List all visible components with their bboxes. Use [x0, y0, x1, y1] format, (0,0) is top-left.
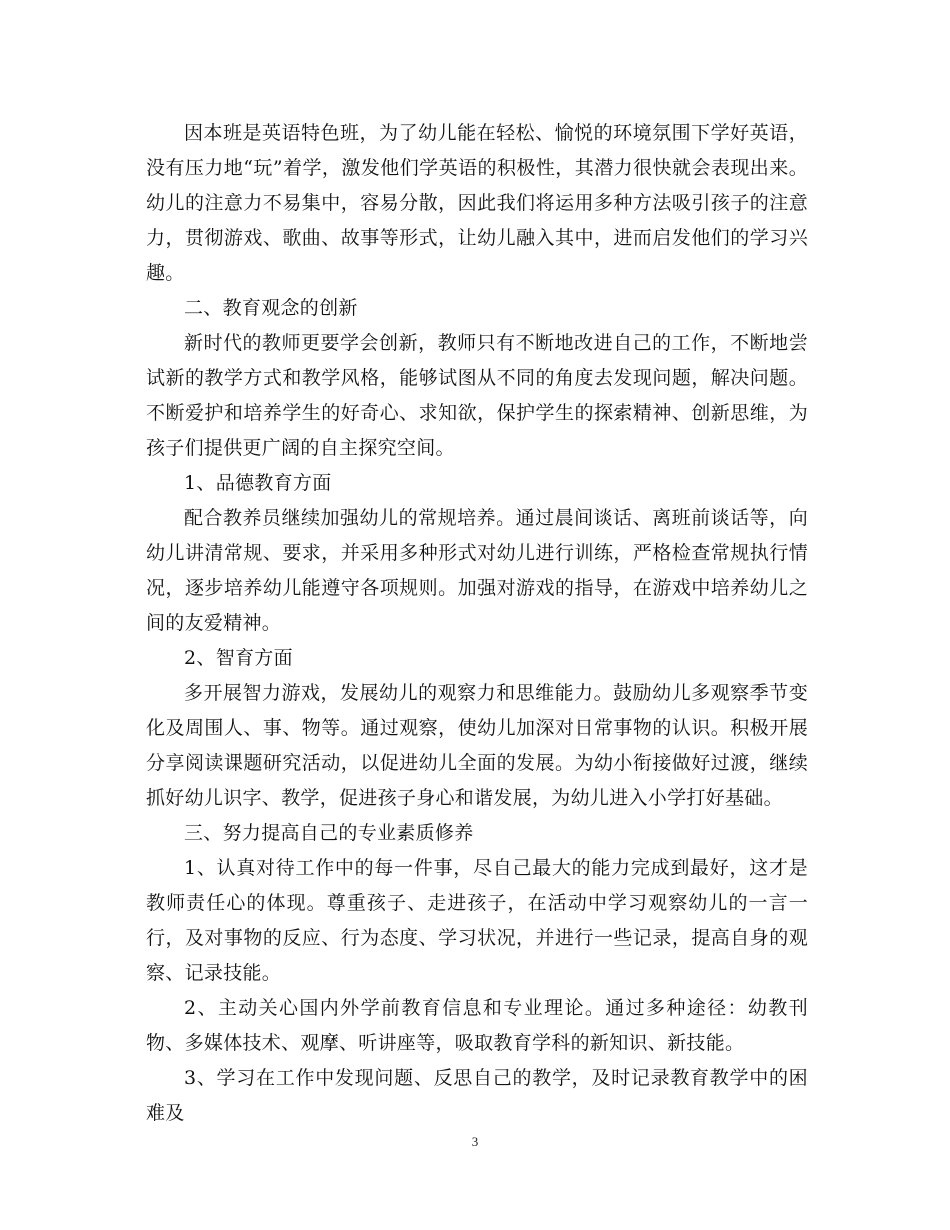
paragraph-moral-education: 配合教养员继续加强幼儿的常规培养。通过晨间谈话、离班前谈话等，向幼儿讲清常规、要求，并采用多种形式对幼儿进行训练，严格检查常规执行情况，逐步培养幼儿能遵守各项规则。加强对游戏的指导，在游戏中培养幼儿之间的友爱精神。	[146, 507, 808, 634]
document-body	[146, 116, 808, 1131]
paragraph-teacher-innovation: 新时代的教师更要学会创新，教师只有不断地改进自己的工作，不断地尝试新的教学方式和教学风格，能够试图从不同的角度去发现问题，解决问题。不断爱护和培养学生的好奇心、求知欲，保护学生的探索精神、创新思维，为孩子们提供更广阔的自主探究空间。	[146, 332, 808, 459]
paragraph-item-3: 3、学习在工作中发现问题、反思自己的教学，及时记录教育教学中的困难及	[146, 1067, 808, 1124]
page-number: 3	[471, 1134, 479, 1149]
paragraph-item-1: 1、认真对待工作中的每一件事，尽自己最大的能力完成到最好，这才是教师责任心的体现。尊重孩子、走进孩子，在活动中学习观察幼儿的一言一行，及对事物的反应、行为态度、学习状况，并进行一些记录，提高自身的观察、记录技能。	[146, 857, 808, 984]
paragraph-item-2: 2、主动关心国内外学前教育信息和专业理论。通过多种途径：幼教刊物、多媒体技术、观摩、听讲座等，吸取教育学科的新知识、新技能。	[146, 997, 808, 1054]
heading-intellectual-education: 2、智育方面	[184, 647, 293, 669]
paragraph-intellectual-education: 多开展智力游戏，发展幼儿的观察力和思维能力。鼓励幼儿多观察季节变化及周围人、事、物等。通过观察，使幼儿加深对日常事物的认识。积极开展分享阅读课题研究活动，以促进幼儿全面的发展。为幼小衔接做好过渡，继续抓好幼儿识字、教学，促进孩子身心和谐发展，为幼儿进入小学打好基础。	[146, 682, 808, 809]
heading-professional-quality: 三、努力提高自己的专业素质修养	[184, 822, 474, 844]
heading-education-concept-innovation: 二、教育观念的创新	[184, 297, 358, 319]
heading-moral-education: 1、品德教育方面	[184, 472, 332, 494]
paragraph-english-class: 因本班是英语特色班，为了幼儿能在轻松、愉悦的环境氛围下学好英语，没有压力地“玩”着学，激发他们学英语的积极性，其潜力很快就会表现出来。幼儿的注意力不易集中，容易分散，因此我们将运用多种方法吸引孩子的注意力，贯彻游戏、歌曲、故事等形式，让幼儿融入其中，进而启发他们的学习兴趣。	[146, 122, 808, 284]
